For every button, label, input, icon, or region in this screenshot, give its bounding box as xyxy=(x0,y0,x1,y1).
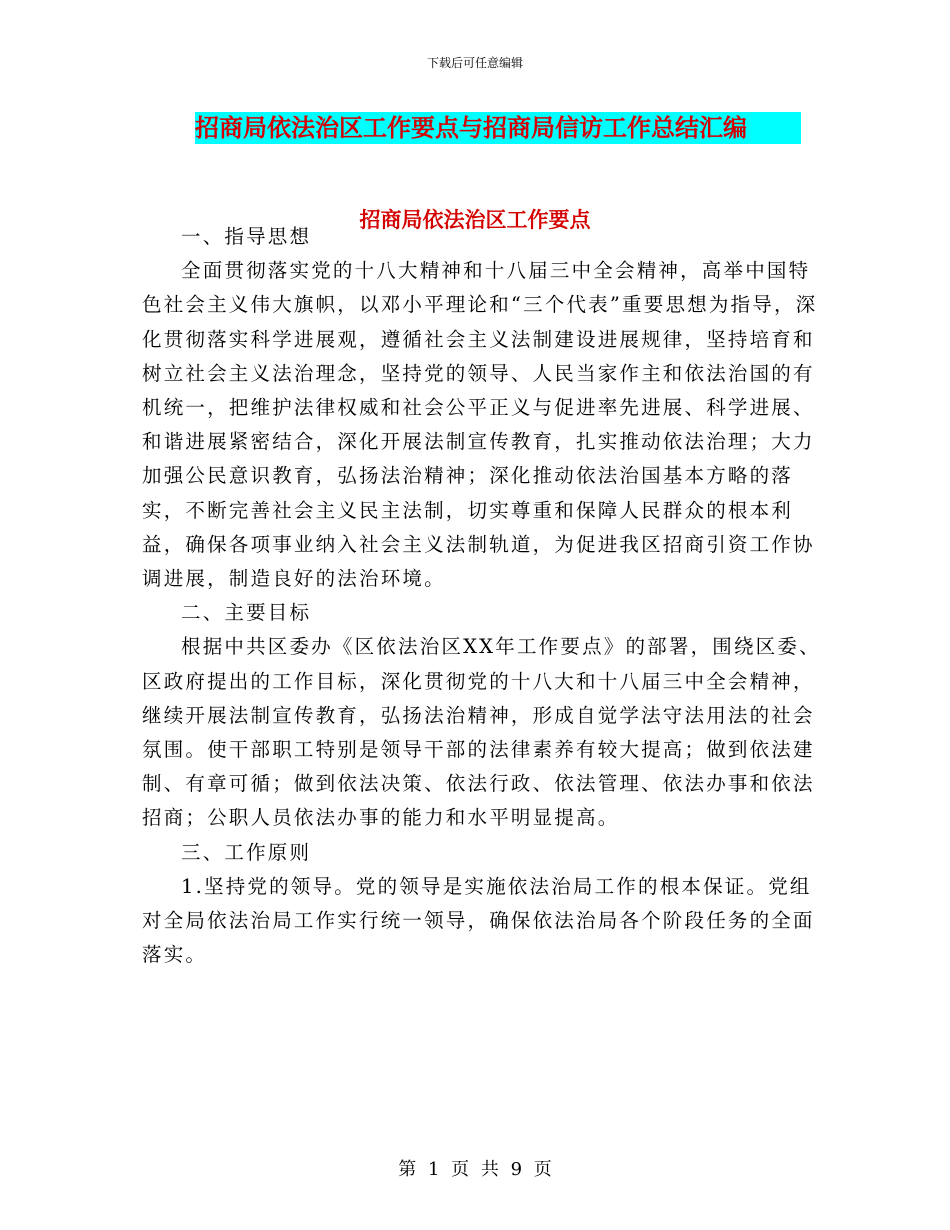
footer-label-ye2: 页 xyxy=(533,1159,552,1180)
paragraph-guiding-thought: 全面贯彻落实党的十八大精神和十八届三中全会精神，高举中国特色社会主义伟大旗帜，以邓小平理论和“三个代表”重要思想为指导，深化贯彻落实科学进展观，遵循社会主义法制建设进展规律，坚持培育和树立社会主义法治理念，坚持党的领导、人民当家作主和依法治国的有机统一，把维护法律权威和社会公平正义与促进率先进展、科学进展、和谐进展紧密结合，深化开展法制宣传教育，扎实推动依法治理；大力加强公民意识教育，弘扬法治精神；深化推动依法治国基本方略的落实，不断完善社会主义民主法制，切实尊重和保障人民群众的根本利益，确保各项事业纳入社会主义法制轨道，为促进我区招商引资工作协调进展，制造良好的法治环境。 xyxy=(142,259,818,591)
footer-label-total: 共 xyxy=(480,1159,499,1180)
footer-label-page: 第 xyxy=(398,1159,417,1180)
paragraph-party-leadership: 1.坚持党的领导。党的领导是实施依法治局工作的根本保证。党组对全局依法治局工作实行统一领导，确保依法治局各个阶段任务的全面落实。 xyxy=(142,874,815,967)
document-title: 招商局依法治区工作要点与招商局信访工作总结汇编 xyxy=(195,112,801,144)
heading-work-principles: 三、工作原则 xyxy=(181,840,312,864)
heading-main-goals: 二、主要目标 xyxy=(181,601,312,625)
paragraph-main-goals: 根据中共区委办《区依法治区XX年工作要点》的部署，围绕区委、区政府提出的工作目标，深化贯彻党的十八大和十八届三中全会精神，继续开展法制宣传教育，弘扬法治精神，形成自觉学法守法用法的社会氛围。使干部职工特别是领导干部的法律素养有较大提高；做到依法建制、有章可循；做到依法决策、依法行政、依法管理、依法办事和依法招商；公职人员依法办事的能力和水平明显提高。 xyxy=(142,635,821,830)
footer-total-pages: 9 xyxy=(510,1159,523,1180)
footer-page-number: 1 xyxy=(427,1159,440,1180)
footer-label-ye: 页 xyxy=(451,1159,470,1180)
heading-guiding-thought: 一、指导思想 xyxy=(181,225,312,248)
page-footer xyxy=(0,1155,950,1181)
header-note: 下载后可任意编辑 xyxy=(426,56,523,70)
section-title: 招商局依法治区工作要点 xyxy=(359,207,591,232)
body-text xyxy=(142,220,822,972)
